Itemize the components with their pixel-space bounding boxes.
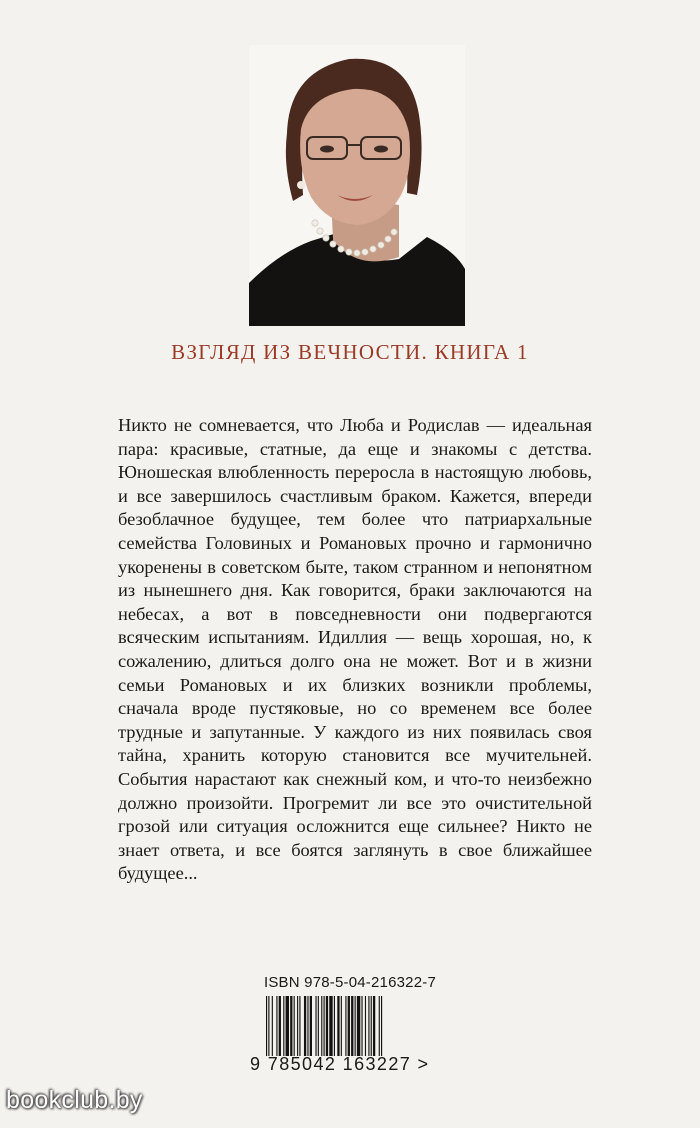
isbn-label: ISBN 978-5-04-216322-7 [263,974,436,991]
author-portrait-icon [249,45,465,326]
author-photo [249,45,465,326]
barcode-digits: 9 785042 163227 > [250,1054,430,1074]
series-title: ВЗГЛЯД ИЗ ВЕЧНОСТИ. КНИГА 1 [171,340,529,364]
book-annotation: Никто не сомневается, что Люба и Родислав — идеальная пара: красивые, статные, да еще и знакомы с детства. Юношеская влюбленность переросла в настоящую любовь, и все завершилось счастливым браком. Кажется, впереди безоблачное будущее, тем более что патриархальные семейства Головиных и Романовых прочно и гармонично укоренены в советском быте, таком странном и непонятном из нынешнего дня. Как говорится, браки заключаются на небесах, а вот в повседневности они подвергаются всяческим испытаниям. Идиллия — вещь хорошая, но, к сожалению, длиться долго она не может. Вот и в жизни семьи Романовых и их близких возникли проблемы, сначала вроде пустяковые, но со временем все более трудные и запутанные. У каждого из них появилась своя тайна, хранить которую становится все мучительней. События нарастают как снежный ком, и что-то неизбежно должно произойти. Прогремит ли все это очистительной грозой или ситуация осложнится еще сильнее? Никто не знает ответа, и все боятся заглянуть в свое ближайшее будущее... [118,415,592,884]
watermark-site: bookclub.by [6,1086,143,1114]
barcode-icon [262,996,438,1056]
